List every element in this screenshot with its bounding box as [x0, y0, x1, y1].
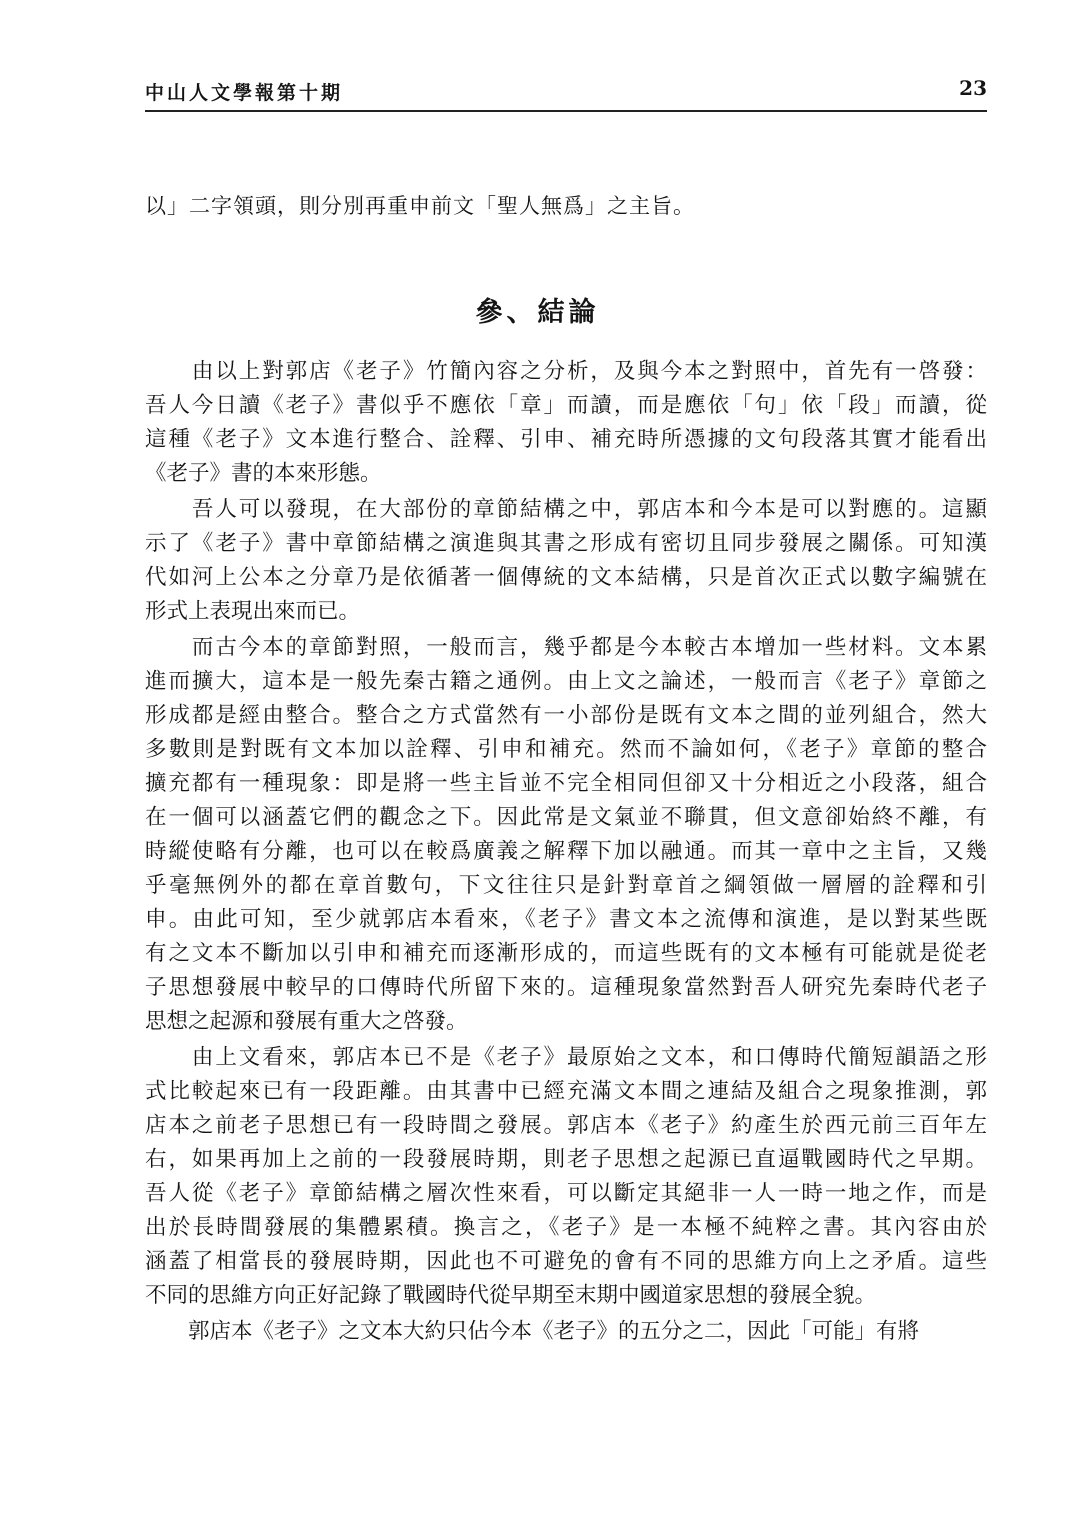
paragraph [145, 1041, 987, 1313]
text-line: 有之文本不斷加以引申和補充而逐漸形成的，而這些既有的文本極有可能就是從老 [145, 941, 987, 966]
text-line: 郭店本《老子》之文本大約只佔今本《老子》的五分之二，因此「可能」有將 [145, 1319, 920, 1344]
text-line: 不同的思維方向正好記錄了戰國時代從早期至末期中國道家思想的發展全貌。 [145, 1283, 877, 1308]
section-heading: 參、結論 [475, 297, 600, 328]
text-line: 思想之起源和發展有重大之啓發。 [145, 1009, 468, 1034]
text-line: 擴充都有一種現象：即是將一些主旨並不完全相同但卻又十分相近之小段落，組合 [145, 771, 987, 796]
paragraph [145, 631, 987, 1039]
text-line: 吾人今日讀《老子》書似乎不應依「章」而讀，而是應依「句」依「段」而讀，從 [145, 393, 987, 418]
text-line: 子思想發展中較早的口傳時代所留下來的。這種現象當然對吾人研究先秦時代老子 [145, 975, 987, 1000]
text-line: 在一個可以涵蓋它們的觀念之下。因此常是文氣並不聯貫，但文意卻始終不離，有 [145, 805, 987, 830]
text-line: 這種《老子》文本進行整合、詮釋、引申、補充時所憑據的文句段落其實才能看出 [145, 427, 987, 452]
paragraph [145, 1315, 987, 1349]
carryover-line: 以」二字領頭，則分別再重申前文「聖人無爲」之主旨。 [145, 194, 695, 218]
text-line: 形式上表現出來而已。 [145, 599, 361, 624]
text-line: 示了《老子》書中章節結構之演進與其書之形成有密切且同步發展之關係。可知漢 [145, 531, 987, 556]
journal-title: 中山人文學報第十期 [145, 82, 344, 104]
running-header [145, 76, 987, 112]
text-line: 吾人可以發現，在大部份的章節結構之中，郭店本和今本是可以對應的。這顯 [145, 497, 987, 522]
text-line: 多數則是對既有文本加以詮釋、引申和補充。然而不論如何，《老子》章節的整合 [145, 737, 987, 762]
text-line: 出於長時間發展的集體累積。換言之，《老子》是一本極不純粹之書。其內容由於 [145, 1215, 987, 1240]
text-line: 乎毫無例外的都在章首數句，下文往往只是針對章首之綱領做一層層的詮釋和引 [145, 873, 987, 898]
text-line: 店本之前老子思想已有一段時間之發展。郭店本《老子》約產生於西元前三百年左 [145, 1113, 987, 1138]
text-line: 涵蓋了相當長的發展時期，因此也不可避免的會有不同的思維方向上之矛盾。這些 [145, 1249, 987, 1274]
paragraph [145, 493, 987, 629]
text-line: 《老子》書的本來形態。 [145, 461, 382, 486]
body-text [145, 355, 987, 1351]
text-line: 式比較起來已有一段距離。由其書中已經充滿文本間之連結及組合之現象推測，郭 [145, 1079, 987, 1104]
text-line: 申。由此可知，至少就郭店本看來，《老子》書文本之流傳和演進，是以對某些既 [145, 907, 987, 932]
text-line: 由以上對郭店《老子》竹簡內容之分析，及與今本之對照中，首先有一啓發： [145, 359, 987, 384]
page-number: 23 [959, 76, 987, 100]
text-line: 吾人從《老子》章節結構之層次性來看，可以斷定其絕非一人一時一地之作，而是 [145, 1181, 987, 1206]
text-line: 由上文看來，郭店本已不是《老子》最原始之文本，和口傳時代簡短韻語之形 [145, 1045, 987, 1070]
paragraph [145, 355, 987, 491]
text-line: 而古今本的章節對照，一般而言，幾乎都是今本較古本增加一些材料。文本累 [145, 635, 987, 660]
text-line: 代如河上公本之分章乃是依循著一個傳統的文本結構，只是首次正式以數字編號在 [145, 565, 987, 590]
text-line: 進而擴大，這本是一般先秦古籍之通例。由上文之論述，一般而言《老子》章節之 [145, 669, 987, 694]
text-line: 右，如果再加上之前的一段發展時期，則老子思想之起源已直逼戰國時代之早期。 [145, 1147, 987, 1172]
text-line: 形成都是經由整合。整合之方式當然有一小部份是既有文本之間的並列組合，然大 [145, 703, 987, 728]
text-line: 時縱使略有分離，也可以在較爲廣義之解釋下加以融通。而其一章中之主旨，又幾 [145, 839, 987, 864]
